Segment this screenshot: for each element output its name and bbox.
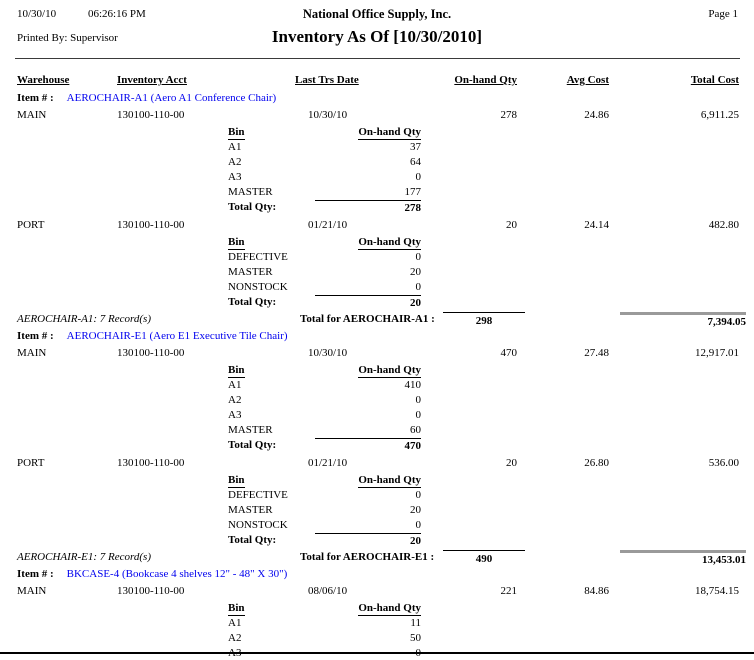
col-header-avg-cost: Avg Cost	[566, 74, 609, 86]
bin-col-header: Bin	[228, 602, 245, 614]
bin-row	[228, 250, 421, 265]
bin-col-header: Bin	[228, 364, 245, 376]
report-time: 06:26:16 PM	[88, 8, 146, 20]
item-header-row	[0, 91, 754, 105]
bin-header-row	[228, 473, 421, 488]
inventory-acct: 130100-110-00	[117, 347, 185, 359]
item-header-row	[0, 329, 754, 343]
total-cost: 18,754.15	[695, 585, 739, 597]
bin-qty: 0	[415, 409, 421, 421]
bin-name: NONSTOCK	[228, 519, 288, 531]
warehouse-row	[0, 218, 754, 233]
bin-row	[228, 631, 421, 646]
total-cost: 6,911.25	[700, 109, 739, 121]
bin-total-row	[228, 533, 421, 548]
warehouse-row	[0, 456, 754, 471]
bin-row	[228, 393, 421, 408]
item-total-label: Total for AEROCHAIR-A1 :	[300, 313, 435, 325]
bin-qty: 37	[410, 141, 421, 153]
warehouse-name: MAIN	[17, 585, 47, 597]
bin-qty: 0	[415, 251, 421, 263]
bin-row	[228, 155, 421, 170]
bin-qty: 0	[415, 394, 421, 406]
bin-col-header-cell	[228, 125, 315, 140]
item-number-label: Item # :	[17, 568, 54, 580]
avg-cost: 26.80	[584, 457, 609, 469]
bin-qty: 64	[410, 156, 421, 168]
company-name: National Office Supply, Inc.	[302, 7, 452, 21]
last-trs-date: 10/30/10	[308, 109, 348, 121]
item-total-cost: 13,453.01	[620, 550, 746, 567]
bin-qty: 410	[404, 379, 421, 391]
inventory-acct: 130100-110-00	[117, 109, 185, 121]
bin-total-qty: 20	[315, 533, 421, 548]
bin-header-row	[228, 125, 421, 140]
bin-total-label: Total Qty:	[228, 439, 277, 451]
last-trs-date: 01/21/10	[308, 457, 348, 469]
avg-cost: 84.86	[584, 585, 609, 597]
bin-qty-col-header-cell	[315, 235, 421, 250]
bin-row	[228, 488, 421, 503]
bin-row	[228, 378, 421, 393]
bin-col-header-cell	[228, 601, 315, 616]
bin-row	[228, 185, 421, 200]
bin-header-row	[228, 235, 421, 250]
bin-qty: 20	[410, 504, 421, 516]
warehouse-name: MAIN	[17, 347, 47, 359]
report-title: Inventory As Of [10/30/2010]	[271, 27, 483, 46]
bin-qty-col-header-cell	[315, 473, 421, 488]
last-trs-date: 10/30/10	[308, 347, 348, 359]
printed-by: Printed By: Supervisor	[17, 32, 118, 44]
bin-qty-col-header: On-hand Qty	[358, 602, 421, 614]
bin-qty: 11	[410, 617, 421, 629]
bin-name: A1	[228, 379, 242, 391]
bin-qty-col-header-cell	[315, 125, 421, 140]
item-link[interactable]: AEROCHAIR-A1 (Aero A1 Conference Chair)	[66, 92, 277, 104]
col-header-last-trs-date: Last Trs Date	[295, 74, 359, 86]
warehouse-row	[0, 346, 754, 361]
bin-total-row	[228, 295, 421, 310]
bin-total-row	[228, 200, 421, 215]
item-record-count: AEROCHAIR-E1: 7 Record(s)	[17, 551, 151, 563]
bin-col-header: Bin	[228, 474, 245, 486]
item-total-qty: 298	[443, 312, 525, 328]
bin-col-header: Bin	[228, 126, 245, 138]
bin-qty-col-header: On-hand Qty	[358, 474, 421, 486]
warehouse-name: MAIN	[17, 109, 47, 121]
warehouse-name: PORT	[17, 457, 45, 469]
bin-qty-col-header: On-hand Qty	[358, 236, 421, 248]
bin-qty-col-header-cell	[315, 601, 421, 616]
bin-name: A2	[228, 156, 242, 168]
total-cost: 536.00	[708, 457, 739, 469]
bin-qty: 0	[415, 171, 421, 183]
last-trs-date: 01/21/10	[308, 219, 348, 231]
bin-row	[228, 170, 421, 185]
item-number-label: Item # :	[17, 330, 54, 342]
bin-total-qty: 20	[315, 295, 421, 310]
bin-header-row	[228, 363, 421, 378]
bin-name: MASTER	[228, 186, 273, 198]
bin-total-qty: 470	[315, 438, 421, 453]
bin-row	[228, 408, 421, 423]
bin-name: MASTER	[228, 504, 273, 516]
bin-header-row	[228, 601, 421, 616]
bin-qty-col-header: On-hand Qty	[358, 126, 421, 138]
bin-qty: 50	[410, 632, 421, 644]
item-summary-row	[0, 312, 754, 328]
bin-name: DEFECTIVE	[228, 489, 288, 501]
bin-table	[228, 473, 421, 548]
warehouse-name: PORT	[17, 219, 45, 231]
bin-name: A1	[228, 617, 242, 629]
bin-row	[228, 503, 421, 518]
bin-row	[228, 518, 421, 533]
bin-qty: 60	[410, 424, 421, 436]
inventory-acct: 130100-110-00	[117, 585, 185, 597]
bin-col-header-cell	[228, 235, 315, 250]
item-number-label: Item # :	[17, 92, 54, 104]
report-body	[0, 91, 754, 660]
bin-col-header: Bin	[228, 236, 245, 248]
on-hand-qty: 278	[500, 109, 517, 121]
item-total-label: Total for AEROCHAIR-E1 :	[300, 551, 435, 563]
last-trs-date: 08/06/10	[308, 585, 348, 597]
bin-qty: 0	[415, 519, 421, 531]
item-summary-row	[0, 550, 754, 566]
item-total-qty: 490	[443, 550, 525, 566]
bin-row	[228, 616, 421, 631]
bin-name: DEFECTIVE	[228, 251, 288, 263]
bin-total-label: Total Qty:	[228, 201, 277, 213]
col-header-inventory-acct: Inventory Acct	[117, 74, 187, 86]
total-cost: 482.80	[708, 219, 739, 231]
bin-table	[228, 235, 421, 310]
col-header-warehouse: Warehouse	[17, 74, 70, 86]
bin-name: MASTER	[228, 266, 273, 278]
inventory-acct: 130100-110-00	[117, 219, 185, 231]
item-link[interactable]: BKCASE-4 (Bookcase 4 shelves 12" - 48" X 30")	[66, 568, 288, 580]
bin-total-label: Total Qty:	[228, 296, 277, 308]
bin-table	[228, 125, 421, 215]
page-number: Page 1	[708, 8, 738, 20]
bin-name: NONSTOCK	[228, 281, 288, 293]
report-date: 10/30/10	[17, 8, 57, 20]
item-link[interactable]: AEROCHAIR-E1 (Aero E1 Executive Tile Chair)	[66, 330, 288, 342]
bin-name: A3	[228, 409, 242, 421]
bin-row	[228, 265, 421, 280]
bin-row	[228, 280, 421, 295]
bin-row	[228, 423, 421, 438]
item-record-count: AEROCHAIR-A1: 7 Record(s)	[17, 313, 151, 325]
report-header	[0, 0, 754, 54]
bin-total-label: Total Qty:	[228, 534, 277, 546]
on-hand-qty: 470	[500, 347, 517, 359]
total-cost: 12,917.01	[695, 347, 739, 359]
bin-qty: 177	[404, 186, 421, 198]
bin-total-qty: 278	[315, 200, 421, 215]
bin-col-header-cell	[228, 363, 315, 378]
bin-qty: 0	[415, 489, 421, 501]
bin-table	[228, 363, 421, 453]
col-header-on-hand-qty: On-hand Qty	[454, 74, 517, 86]
bin-name: A1	[228, 141, 242, 153]
avg-cost: 24.14	[584, 219, 609, 231]
bin-qty: 0	[415, 281, 421, 293]
on-hand-qty: 20	[506, 457, 517, 469]
bin-qty: 20	[410, 266, 421, 278]
bin-name: A3	[228, 171, 242, 183]
inventory-acct: 130100-110-00	[117, 457, 185, 469]
item-total-cost: 7,394.05	[620, 312, 746, 329]
bin-row	[228, 140, 421, 155]
bin-name: A2	[228, 632, 242, 644]
bin-total-row	[228, 438, 421, 453]
header-rule	[15, 58, 740, 59]
bin-name: MASTER	[228, 424, 273, 436]
avg-cost: 24.86	[584, 109, 609, 121]
on-hand-qty: 221	[500, 585, 517, 597]
warehouse-row	[0, 108, 754, 123]
bin-qty-col-header-cell	[315, 363, 421, 378]
bin-qty-col-header: On-hand Qty	[358, 364, 421, 376]
warehouse-row	[0, 584, 754, 599]
avg-cost: 27.48	[584, 347, 609, 359]
bin-name: A2	[228, 394, 242, 406]
page-bottom-edge	[0, 652, 754, 654]
column-headers	[0, 74, 754, 90]
col-header-total-cost: Total Cost	[690, 74, 739, 86]
bin-col-header-cell	[228, 473, 315, 488]
on-hand-qty: 20	[506, 219, 517, 231]
item-header-row	[0, 567, 754, 581]
